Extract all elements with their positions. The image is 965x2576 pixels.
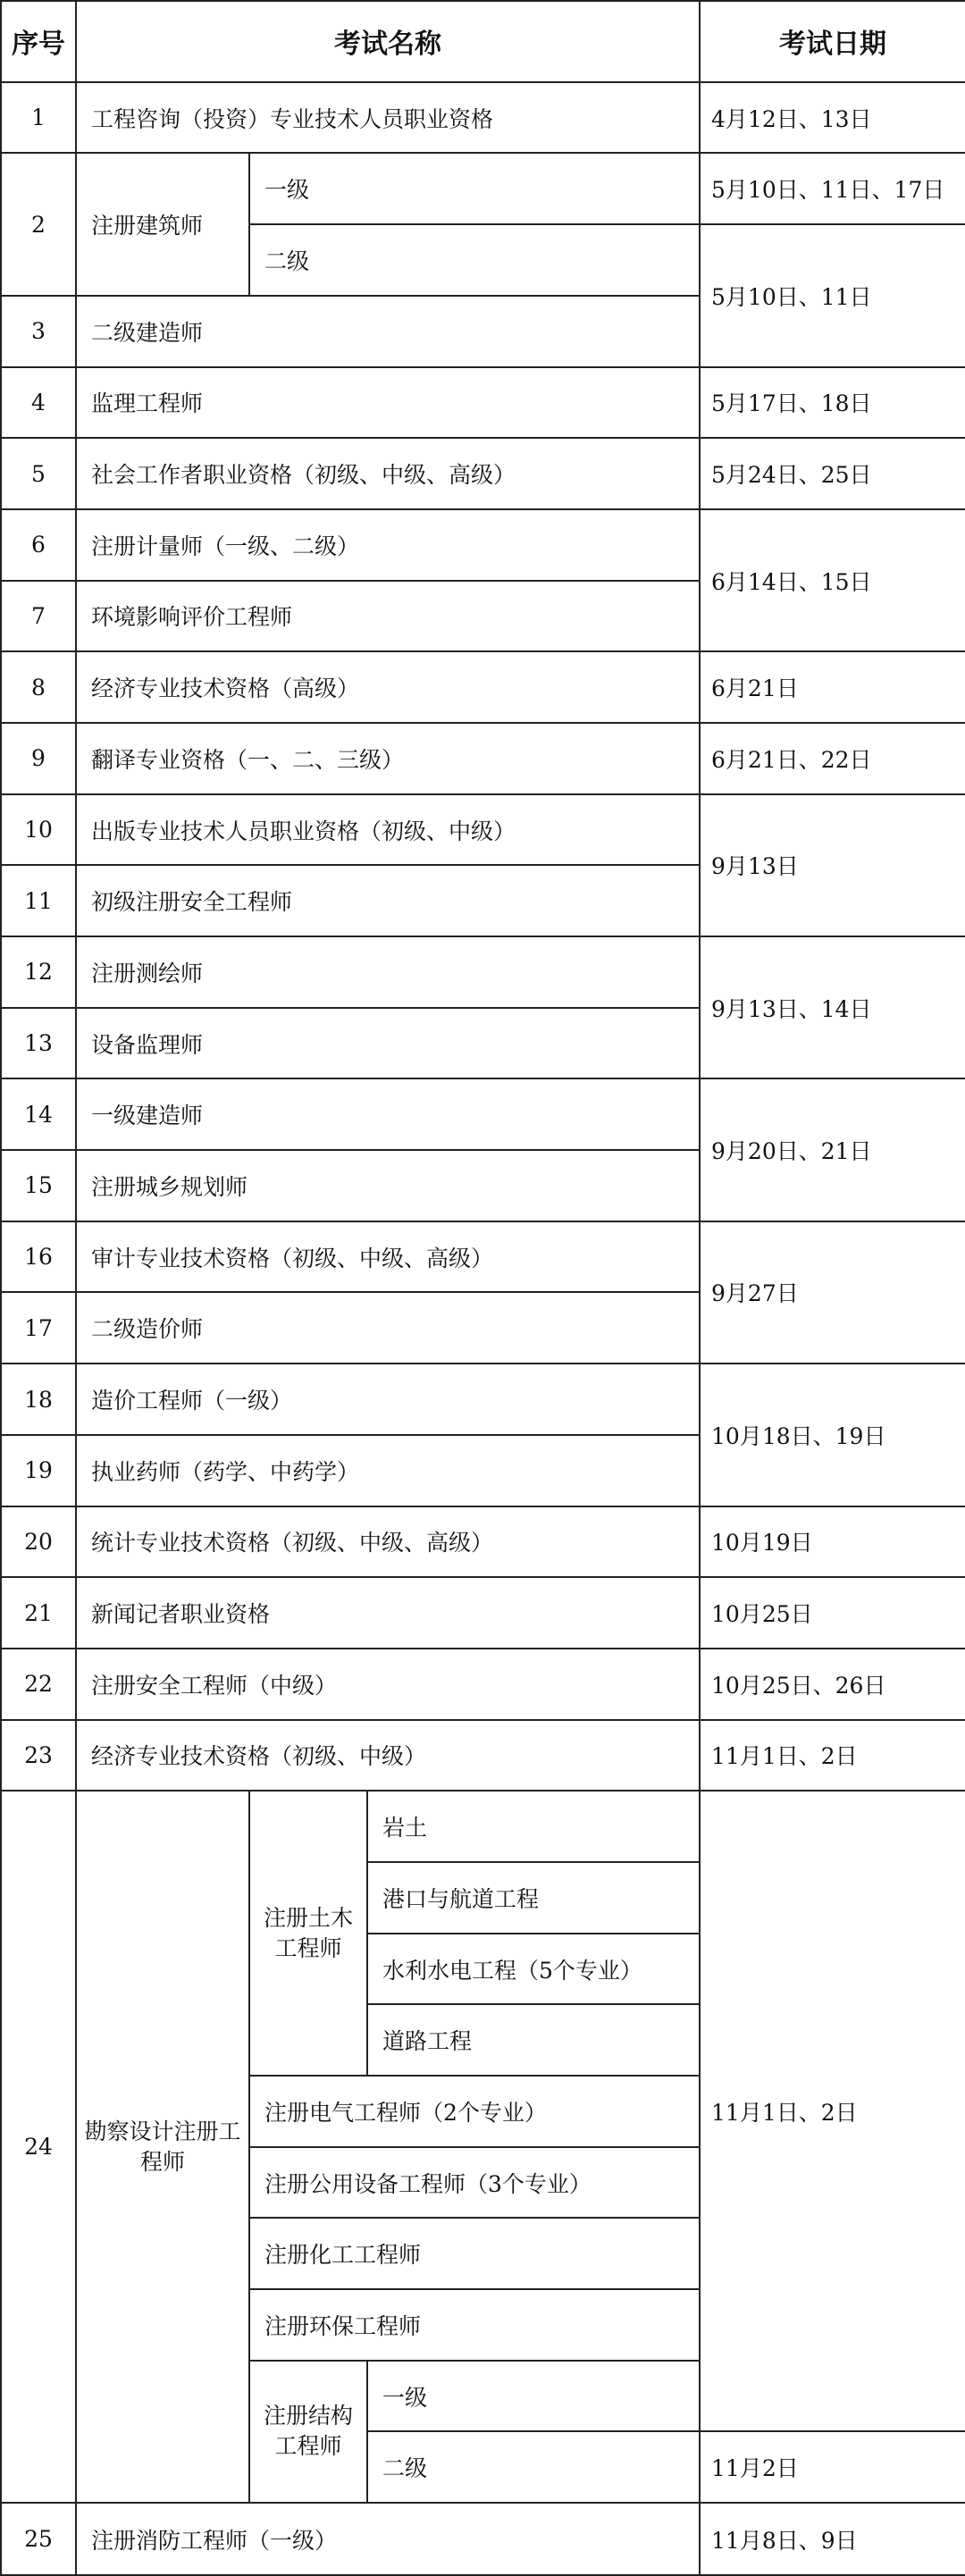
row-number: 17 [1,1292,76,1364]
table-row [1,509,965,581]
exam-sub-level: 二级 [249,224,700,296]
row-number: 19 [1,1435,76,1506]
exam-date: 6月14日、15日 [700,509,965,651]
table-row [1,794,965,866]
table-row [1,1720,965,1791]
exam-name: 统计专业技术资格（初级、中级、高级） [76,1506,700,1578]
table-row [1,438,965,509]
exam-subgroup-electrical: 注册电气工程师（2个专业） [249,2076,700,2147]
exam-specialty: 道路工程 [367,2004,700,2076]
table-row [1,153,965,224]
exam-name: 二级造价师 [76,1292,700,1364]
table-header-row [1,1,965,82]
exam-name: 勘察设计注册工程师 [76,1791,249,2503]
exam-name: 注册安全工程师（中级） [76,1649,700,1720]
table-row [1,367,965,439]
exam-subgroup-utilities: 注册公用设备工程师（3个专业） [249,2147,700,2219]
exam-name: 初级注册安全工程师 [76,865,700,936]
exam-name: 注册测绘师 [76,936,700,1008]
row-number: 18 [1,1364,76,1435]
table-row [1,1577,965,1649]
row-number: 4 [1,367,76,439]
table-row [1,1364,965,1435]
exam-name: 造价工程师（一级） [76,1364,700,1435]
exam-name: 环境影响评价工程师 [76,581,700,652]
table-row [1,2503,965,2575]
exam-date: 11月1日、2日 [700,1720,965,1791]
exam-name: 出版专业技术人员职业资格（初级、中级） [76,794,700,866]
exam-name: 经济专业技术资格（高级） [76,651,700,723]
exam-name: 设备监理师 [76,1008,700,1079]
exam-name: 翻译专业资格（一、二、三级） [76,723,700,794]
exam-name: 工程咨询（投资）专业技术人员职业资格 [76,82,700,154]
exam-date: 10月25日、26日 [700,1649,965,1720]
row-number: 24 [1,1791,76,2503]
header-name: 考试名称 [76,1,700,82]
exam-date: 9月27日 [700,1221,965,1364]
exam-name: 执业药师（药学、中药学） [76,1435,700,1506]
exam-name: 注册建筑师 [76,153,249,295]
exam-date: 10月25日 [700,1577,965,1649]
row-number: 2 [1,153,76,295]
table-row [1,1078,965,1150]
row-number: 16 [1,1221,76,1293]
exam-name: 经济专业技术资格（初级、中级） [76,1720,700,1791]
exam-subgroup-structural: 注册结构工程师 [249,2361,367,2503]
exam-specialty: 水利水电工程（5个专业） [367,1934,700,2005]
table-row [1,82,965,154]
exam-specialty: 二级 [367,2431,700,2503]
exam-name: 注册城乡规划师 [76,1150,700,1221]
exam-name: 社会工作者职业资格（初级、中级、高级） [76,438,700,509]
row-number: 9 [1,723,76,794]
exam-subgroup-env: 注册环保工程师 [249,2289,700,2361]
row-number: 11 [1,865,76,936]
exam-date: 9月13日 [700,794,965,936]
exam-date: 10月18日、19日 [700,1364,965,1506]
exam-specialty: 港口与航道工程 [367,1862,700,1934]
row-number: 13 [1,1008,76,1079]
exam-date: 4月12日、13日 [700,82,965,154]
row-number: 22 [1,1649,76,1720]
exam-subgroup-chemical: 注册化工工程师 [249,2218,700,2289]
row-number: 3 [1,296,76,367]
exam-date: 9月13日、14日 [700,936,965,1078]
row-number: 7 [1,581,76,652]
exam-specialty: 岩土 [367,1791,700,1862]
table-row [1,1506,965,1578]
exam-date: 9月20日、21日 [700,1078,965,1221]
row-number: 10 [1,794,76,866]
exam-name: 一级建造师 [76,1078,700,1150]
exam-date: 6月21日 [700,651,965,723]
exam-name: 注册消防工程师（一级） [76,2503,700,2575]
row-number: 23 [1,1720,76,1791]
exam-date: 11月8日、9日 [700,2503,965,2575]
row-number: 21 [1,1577,76,1649]
exam-name: 监理工程师 [76,367,700,439]
exam-name: 二级建造师 [76,296,700,367]
row-number: 12 [1,936,76,1008]
row-number: 6 [1,509,76,581]
table-row [1,1649,965,1720]
exam-name: 新闻记者职业资格 [76,1577,700,1649]
table-row [1,1221,965,1293]
header-no: 序号 [1,1,76,82]
exam-specialty: 一级 [367,2361,700,2432]
header-date: 考试日期 [700,1,965,82]
row-number: 20 [1,1506,76,1578]
exam-sub-level: 一级 [249,153,700,224]
table-row [1,1791,965,1862]
table-row [1,723,965,794]
row-number: 8 [1,651,76,723]
row-number: 25 [1,2503,76,2575]
exam-subgroup-civil: 注册土木工程师 [249,1791,367,2076]
row-number: 1 [1,82,76,154]
exam-name: 注册计量师（一级、二级） [76,509,700,581]
exam-date: 5月17日、18日 [700,367,965,439]
exam-date: 5月10日、11日、17日 [700,153,965,224]
exam-date: 6月21日、22日 [700,723,965,794]
exam-date: 5月24日、25日 [700,438,965,509]
table-row [1,936,965,1008]
table-row [1,651,965,723]
row-number: 15 [1,1150,76,1221]
exam-date: 5月10日、11日 [700,224,965,366]
exam-name: 审计专业技术资格（初级、中级、高级） [76,1221,700,1293]
row-number: 14 [1,1078,76,1150]
exam-date: 11月1日、2日 [700,1791,965,2431]
exam-date: 11月2日 [700,2431,965,2503]
row-number: 5 [1,438,76,509]
exam-date: 10月19日 [700,1506,965,1578]
